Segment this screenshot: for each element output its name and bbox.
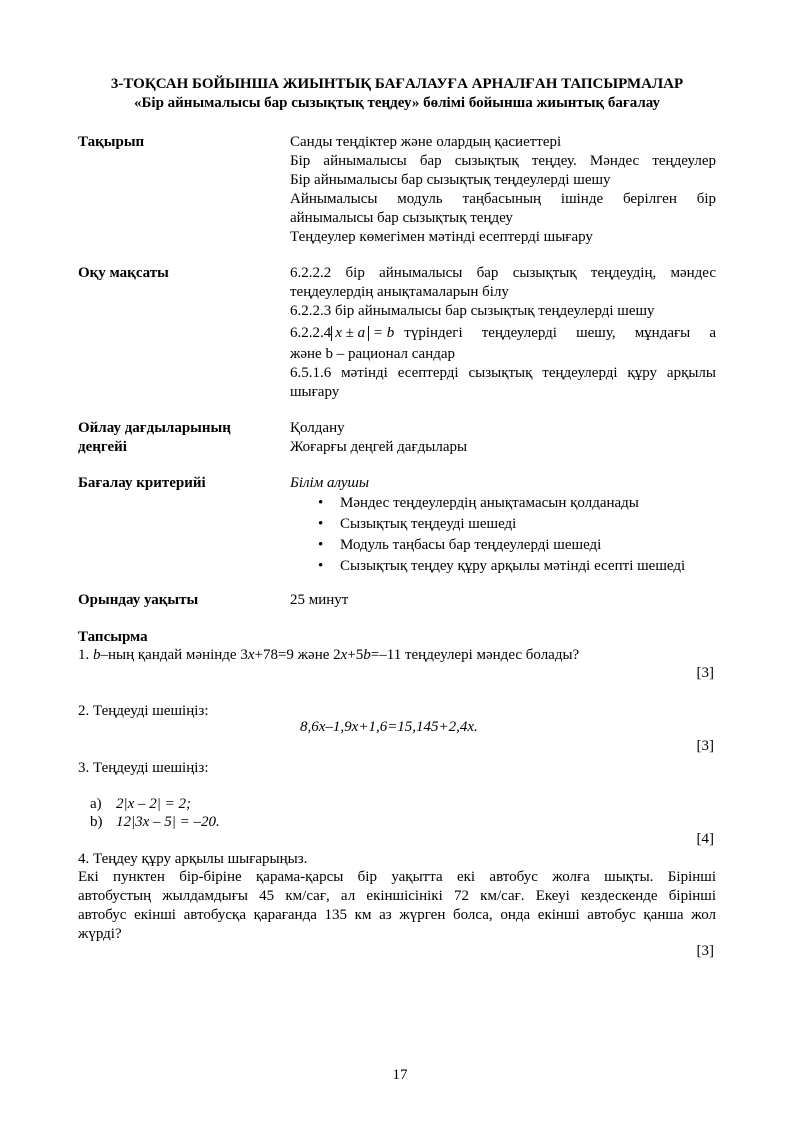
thinking-values [290, 419, 716, 457]
task-1-text: –ның қандай мәнінде 3 [100, 647, 248, 663]
thinking-label-line: деңгейі [78, 439, 127, 455]
tasks-heading: Тапсырма [78, 629, 148, 645]
goal-line: 6.2.2.2 бір айнымалысы бар сызықтық теңдеудің, мәндес [290, 265, 716, 281]
task-1-score: [3] [696, 665, 714, 681]
task-4-paragraph-line: Екі пунктен бір-біріне қарама-қарсы бір уақытта екі автобус жолға шықты. Бірінші [78, 869, 716, 885]
goal-code: 6.2.2.4 [290, 324, 332, 341]
time-label: Орындау уақыты [78, 592, 199, 608]
task-1-text: =–11 теңдеулері мәндес болады? [370, 647, 580, 663]
page-subtitle: «Бір айнымалысы бар сызықтық теңдеу» бөлімі бойынша жиынтық бағалау [133, 95, 661, 111]
thinking-label [78, 419, 278, 457]
criteria-item: • Мәндес теңдеулердің анықтамасын қолданады [290, 493, 716, 514]
topic-line: Бір айнымалысы бар сызықтық теңдеу. Мәндес теңдеулер [290, 153, 716, 169]
topic-line: Айнымалысы модуль таңбасының ішінде берілген бір [290, 191, 716, 207]
goal-formula [331, 324, 394, 343]
formula-eq: = b [372, 324, 395, 341]
item-letter: b) [90, 814, 103, 830]
task-4-paragraph-line: автобус екінші автобусқа қарағанда 135 км аз жүрген болса, онда екінші автобус қанша жол [78, 907, 716, 923]
criteria-list [290, 493, 716, 577]
var-x: x [247, 647, 255, 663]
task-2-text: 2. Теңдеуді шешіңіз: [78, 703, 209, 719]
task-2-equation: 8,6x–1,9x+1,6=15,145+2,4x. [300, 719, 478, 735]
topic-line: Санды теңдіктер және олардың қасиеттері [290, 134, 562, 150]
goals-label: Оқу мақсаты [78, 265, 169, 281]
goal-line: 6.5.1.6 мәтінді есептерді сызықтық теңдеулерді құру арқылы [290, 365, 716, 381]
page-number: 17 [392, 1067, 408, 1083]
var-x: x [340, 647, 348, 663]
criteria-values [290, 474, 716, 577]
task-3-item-a [90, 795, 191, 814]
task-1-text: +78=9 және 2 [254, 647, 341, 663]
goal-line: шығару [290, 384, 340, 400]
item-equation: 12|3x – 5| = –20. [116, 814, 220, 830]
abs-formula: x ± a [331, 326, 369, 341]
time-value: 25 минут [290, 592, 349, 608]
criteria-item: • Модуль таңбасы бар теңдеулерді шешеді [290, 535, 716, 556]
criteria-item: • Сызықтық теңдеу құру арқылы мәтінді есепті шешеді [290, 556, 716, 577]
task-4-paragraph-line: жүрді? [78, 926, 122, 942]
topic-label: Тақырып [78, 134, 145, 150]
goal-line: 6.2.2.3 бір айнымалысы бар сызықтық теңдеулерді шешу [290, 303, 655, 319]
goal-line: теңдеулердің анықтамаларын білу [290, 284, 509, 300]
var-b: b [93, 647, 101, 663]
page-title: 3-ТОҚСАН БОЙЫНША ЖИЫНТЫҚ БАҒАЛАУҒА АРНАЛҒАН ТАПСЫРМАЛАР [110, 76, 684, 92]
goals-values [290, 264, 716, 402]
task-4-paragraph-line: автобустың жылдамдығы 45 км/сағ, ал екіншісінікі 72 км/сағ. Екеуі кездескенде бірінші [78, 888, 716, 904]
thinking-value: Жоғарғы деңгей дағдылары [290, 439, 468, 455]
task-4-text: 4. Теңдеу құру арқылы шығарыңыз. [78, 851, 308, 867]
topic-line: Теңдеулер көмегімен мәтінді есептерді шығару [290, 229, 593, 245]
task-3-score: [4] [696, 831, 714, 847]
item-letter: a) [90, 796, 102, 812]
item-equation: 2|x – 2| = 2; [116, 796, 192, 812]
task-3-text: 3. Теңдеуді шешіңіз: [78, 760, 209, 776]
goal-line-formula [290, 321, 716, 345]
task-1 [78, 646, 716, 665]
task-4-score: [3] [696, 943, 714, 959]
topic-values [290, 133, 716, 247]
var-b: b [363, 647, 371, 663]
task-2-score: [3] [696, 738, 714, 754]
goal-line: және b – рационал сандар [290, 346, 456, 362]
goal-suffix: түріндегі теңдеулерді шешу, мұндағы a [404, 324, 716, 341]
task-1-number: 1. [78, 647, 90, 663]
task-1-text: +5 [347, 647, 364, 663]
criteria-label: Бағалау критерийі [78, 475, 206, 491]
task-3-item-b [90, 813, 220, 832]
thinking-label-line: Ойлау дағдыларының [78, 420, 231, 436]
topic-line: Бір айнымалысы бар сызықтық теңдеулерді шешу [290, 172, 611, 188]
thinking-value: Қолдану [290, 420, 345, 436]
topic-line: айнымалысы бар сызықтық теңдеу [290, 210, 513, 226]
criteria-item: • Сызықтық теңдеуді шешеді [290, 514, 716, 535]
criteria-intro: Білім алушы [290, 475, 370, 491]
